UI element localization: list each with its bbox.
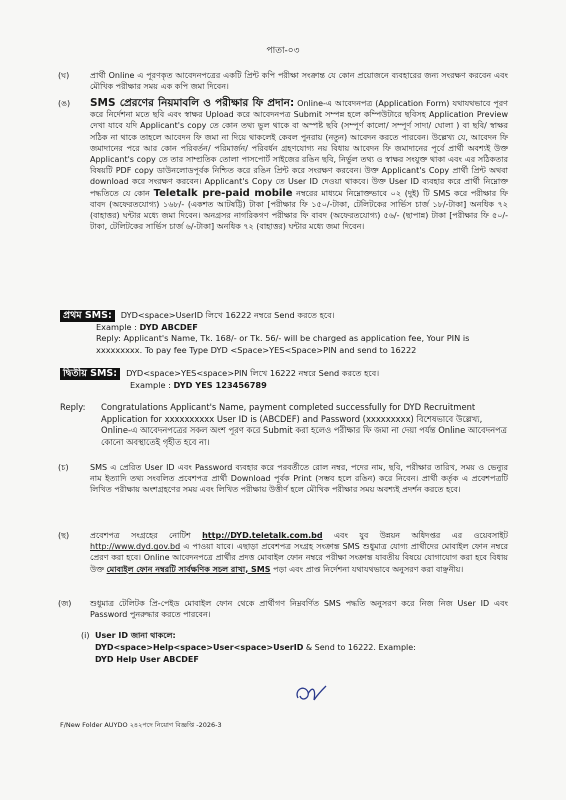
item-text: SMS এ প্রেরিত User ID এবং Password ব্যবহার করে পরবর্তীতে রোল নম্বর, পদের নাম, ছবি, পরীক্ষার তারিখ, সময় ও ভেন্যুর নাম ইত্যাদি তথ্য সংবলিত প্রবেশপত্র প্রার্থী Download পূর্বক Print (সম্ভব হলে রঙিন) করে নিবেন। প্রার্থী কর্তৃক এ প্রবেশপত্রটি লিখিত পরীক্ষায় অংশগ্রহণের সময় এবং লিখিত পরীক্ষায় উত্তীর্ণ হলে মৌখিক পরীক্ষার সময় অবশ্যই প্রদর্শন করতে হবে। (90, 463, 508, 495)
item-text: এ পাওয়া যাবে। এছাড়া প্রবেশপত্র সংগ্রহ সংক্রান্ত SMS শুধুমাত্র যোগ্য প্রার্থীদের মোবাইল ফোন নম্বরে প্রেরণ করা হবে। Online আবেদনপত্রে প্রার্থীর প্রদত্ত মোবাইল ফোন নম্বরে পরীক্ষা সংক্রান্ত যাবতীয় বিষয়ে যোগাযোগ করা হবে বিধায় উক্ত (90, 542, 508, 574)
item-uo (58, 97, 508, 232)
sub-marker: (i) (81, 631, 90, 640)
mobile-notice-phrase: মোবাইল ফোন নম্বরটি সার্বক্ষণিক সচল রাখা, SMS (106, 564, 271, 574)
final-reply (60, 402, 510, 448)
item-text: Online-এ আবেদনপত্র (Application Form) যথাযথভাবে পূরণ করে নির্দেশনা মতে ছবি এবং স্বাক্ষর Upload করে আবেদনপত্র Submit সম্পন্ন হলে কম্পিউটারে ছবিসহ Application Preview দেখা যাবে যদি Applicant's copy তে কোন তথ্য ভুল থাকে বা অস্পষ্ট ছবি (সম্পূর্ণ কালো/ সম্পূর্ণ সাদা/ ঘোলা ) বা ছবি/ স্বাক্ষর সঠিক না থাকে তাহলে আবেদন ফি জমা না দিয়ে থাকলেই কেবল পুনরায় (নতুন) আবেদন করতে পারবেন। উল্লেখ্য যে, আবেদন ফি জমাদানের পরে আর কোন পরিবর্তন/ পরিমার্জন/ পরিবর্ধন গ্রহণযোগ্য নয় বিধায় আবেদন ফি জমাদানের পূর্বে প্রার্থী অবশ্যই উক্ত Applicant's copy তে তার সাম্প্রতিক তোলা পাসপোর্ট সাইজের রঙিন ছবি, নির্ভুল তথ্য ও স্বাক্ষর সংযুক্ত থাকা এবং এর সঠিকতার বিষয়টি PDF copy ডাউনলোডপূর্বক নিশ্চিত করে রঙিন প্রিন্ট করে সংরক্ষণ করবেন। উক্ত Applicant's Copy প্রার্থী প্রিন্ট অথবা download করে সংরক্ষণ করবেন। Applicant's Copy তে User ID দেওয়া থাকবে। উক্ত User ID ব্যবহার করে প্রার্থী নিম্নোক্ত পদ্ধতিতে যে কোন (90, 99, 508, 198)
reply-label: Reply: (60, 402, 86, 412)
item-chha (58, 530, 508, 575)
second-sms-tag: দ্বিতীয় SMS: (60, 368, 120, 380)
reply-text: Congratulations Applicant's Name, payment completed successfully for DYD Recruitment Application for xxxxxxxxxx User ID is (ABCDEF) and Password (xxxxxxxxx) বিশেষভাবে উল্লেখ্য, Online-এ আবেদনপত্রের সকল অংশ পূরণ করে Submit করা হলেও পরীক্ষার ফি জমা না দেয়া পর্যন্ত Online আবেদনপত্র কোনো অবস্থাতেই গৃহীত হবে না। (101, 402, 507, 447)
item-text: এবং যুব উন্নয়ন অধিদপ্তর এর ওয়েবসাইট (322, 531, 508, 540)
item-text: নম্বরের মাধ্যমে নিম্নোক্তভাবে ০২ (দুই) টি SMS করে পরীক্ষার ফি বাবদ (অফেরতযোগ্য) ১৬৮/- (একশত আটষট্টি) টাকা [পরীক্ষার ফি ১৫০/-টাকা, টেলিটকের সার্ভিস চার্জ ১৮/-টাকা] অনধিক ৭২ (বাহাত্তর) ঘন্টার মধ্যে জমা দিবেন। অনগ্রসর নাগরিকগণ পরীক্ষার ফি বাবদ (অফেরতযোগ্য) ৫৬/- (ছাপান্ন) টাকা [পরীক্ষার ফি ৫০/-টাকা, টেলিটকের সার্ভিস চার্জ ৬/-টাকা] অনধিক ৭২ (বাহাত্তর) ঘন্টার মধ্যে জমা দিবেন। (90, 188, 508, 232)
item-marker: (চ) (58, 463, 69, 472)
example-label: Example : (96, 321, 137, 332)
item-text: পড়া এবং প্রাপ্ত নির্দেশনা যথাযথভাবে অনুসরণ করা বাঞ্ছনীয়। (270, 564, 464, 574)
sub-heading: User ID জানা থাকলে: (95, 631, 176, 640)
sms-command: DYD<space>YES<space>PIN লিখে 16222 নম্বরে Send করতে হবে। (126, 368, 380, 378)
item-marker: (ঘ) (58, 71, 70, 80)
item-marker: (ছ) (58, 531, 70, 540)
example-value: DYD YES 123456789 (173, 379, 267, 390)
sms-reply: Reply: Applicant's Name, Tk. 168/- or Tk. 56/- will be charged as application fee, Your PIN is xxxxxxxxx. To pay fee Type DYD <Space>YES<Space>PIN and send to 16222 (96, 333, 470, 355)
item-marker: (জ) (58, 599, 72, 608)
second-sms-block (60, 368, 510, 391)
item-text: প্রবেশপত্র সংগ্রহের নোটিশ (90, 531, 203, 540)
footer-file-path: F/New Folder AUYDO ২৪২পদে নিয়োগ বিজ্ঞপ্তি -2026-3 (60, 721, 222, 729)
item-cha (58, 462, 508, 496)
item-text: শুধুমাত্র টেলিটক প্রি-পেইড মোবাইল ফোন থেকে প্রার্থীগণ নিম্নবর্ণিত SMS পদ্ধতি অনুসরণ করে নিজ নিজ User ID এবং Password পুনরুদ্ধার করতে পারবেন। (90, 599, 508, 620)
teletalk-phrase: Teletalk pre-paid mobile (153, 187, 293, 199)
item-ja (58, 598, 508, 620)
teletalk-link[interactable]: http://DYD.teletalk.com.bd (202, 531, 323, 540)
user-id-recovery (81, 630, 505, 666)
page-number: পাতা-০৩ (266, 46, 300, 56)
recovery-text: & Send to 16222. Example: (303, 643, 416, 652)
recovery-example: DYD Help User ABCDEF (95, 655, 199, 664)
signature-mark (292, 680, 332, 710)
first-sms-block (60, 310, 510, 356)
item-gha (58, 70, 508, 92)
first-sms-tag: প্রথম SMS: (60, 310, 115, 322)
section-heading: SMS প্রেরণের নিয়মাবলি ও পরীক্ষার ফি প্রদান: (90, 97, 295, 109)
example-value: DYD ABCDEF (139, 321, 198, 332)
recovery-command: DYD<space>Help<space>User<space>UserID (95, 643, 304, 652)
dyd-website-link[interactable]: http://www.dyd.gov.bd (90, 542, 181, 552)
item-text: প্রার্থী Online এ পূরণকৃত আবেদনপত্রের একটি প্রিন্ট কপি পরীক্ষা সংক্রান্ত যে কোন প্রয়োজনে ব্যবহারের জন্য সংরক্ষণ করবেন এবং মৌখিক পরীক্ষার সময় এক কপি জমা দিবেন। (90, 71, 508, 92)
item-marker: (ঙ) (58, 99, 71, 108)
example-label: Example : (130, 379, 171, 390)
sms-command: DYD<space>UserID লিখে 16222 নম্বরে Send করতে হবে। (120, 310, 335, 320)
